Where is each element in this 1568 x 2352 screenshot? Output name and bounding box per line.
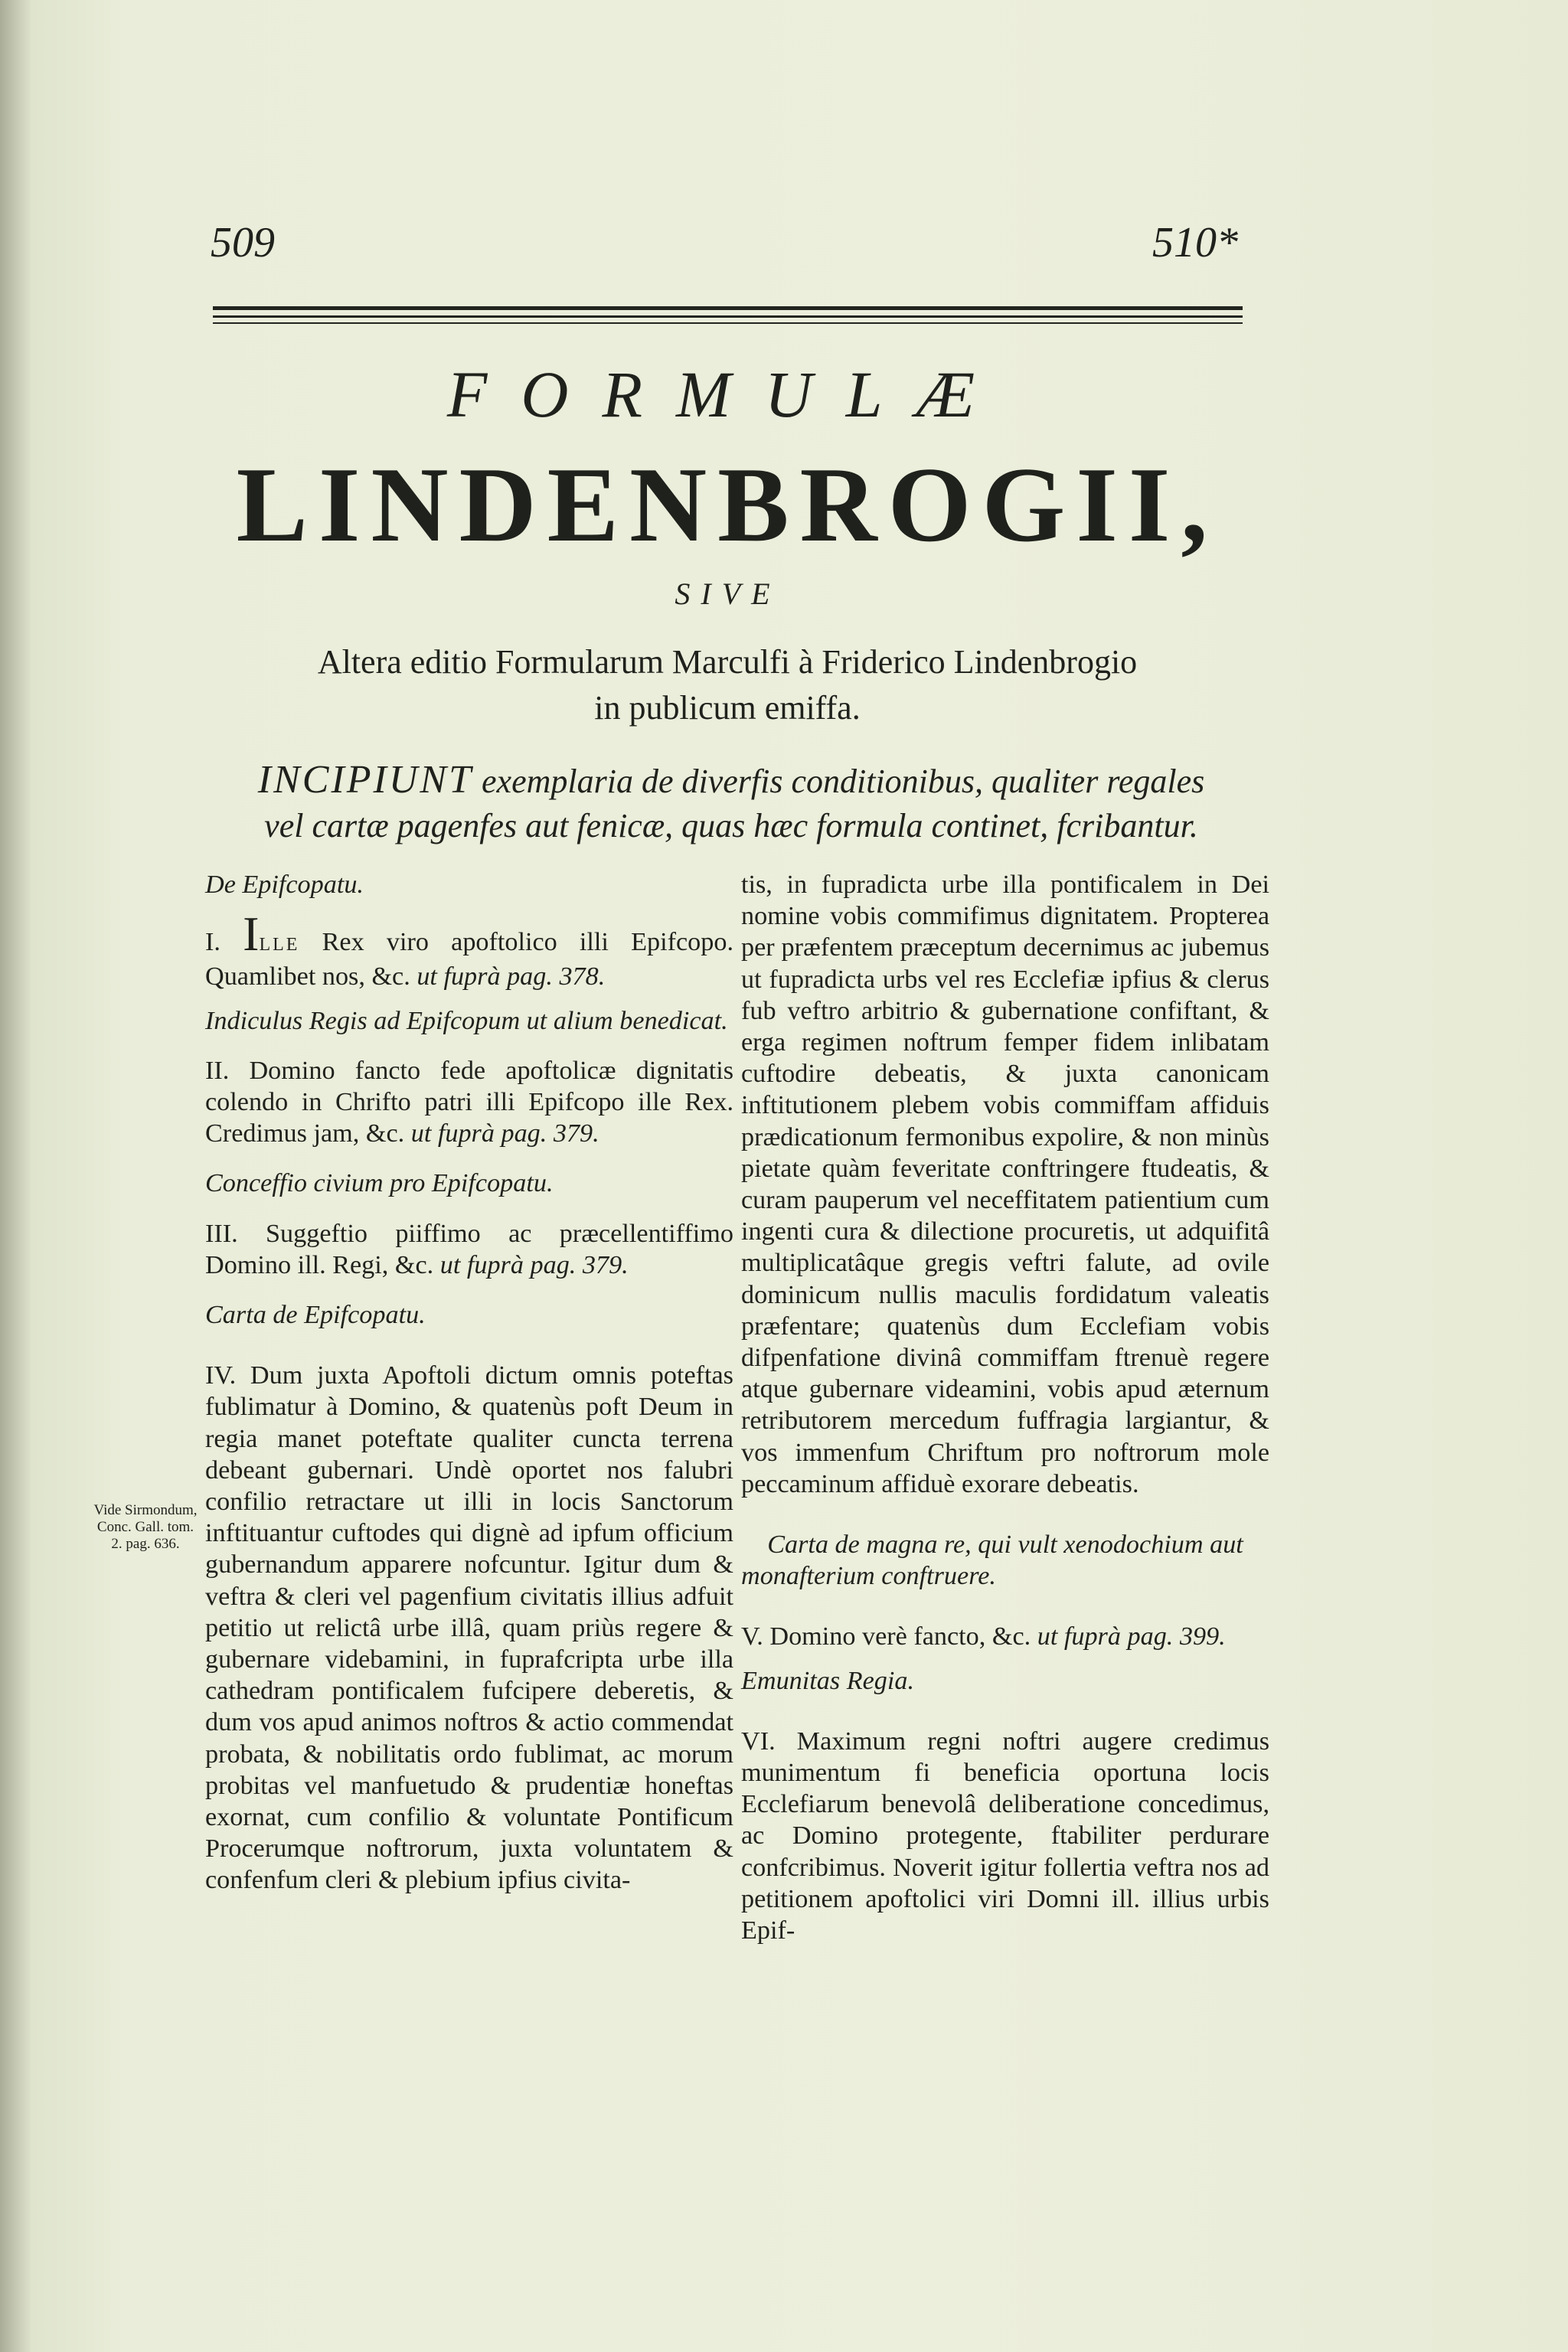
page-number-left: 509 bbox=[211, 219, 275, 266]
right-column bbox=[741, 869, 1269, 1946]
paragraph-5: V. Domino verè fancto, &c. ut fuprà pag. 399. bbox=[741, 1622, 1226, 1651]
incipit-heading bbox=[207, 758, 1256, 848]
header-rule-medium bbox=[213, 315, 1243, 318]
incipit-line1-rest: exemplaria de diverfis conditionibus, qualiter regales bbox=[473, 763, 1205, 800]
page-number-right: 510* bbox=[1152, 219, 1238, 266]
paragraph-2: II. Domino fancto fede apoftolicæ dignitatis colendo in Chrifto patri illi Epifcopo ille Rex. Credimus jam, &c. ut fuprà pag. 379. bbox=[205, 1056, 733, 1148]
drop-cap: I bbox=[243, 906, 260, 962]
title-sive: SIVE bbox=[675, 577, 781, 611]
heading-concessio: Conceffio civium pro Epifcopatu. bbox=[205, 1169, 554, 1198]
margin-note: Vide Sirmondum, Conc. Gall. tom. 2. pag. 636. bbox=[93, 1502, 198, 1552]
book-spine-shadow bbox=[0, 0, 31, 2352]
subtitle-line1: Altera editio Formularum Marculfi à Friderico Lindenbrogio bbox=[317, 643, 1138, 681]
paragraph-3: III. Suggeftio piiffimo ac præcellentiffimo Domino ill. Regi, &c. ut fuprà pag. 379. bbox=[205, 1219, 733, 1279]
header-rule-thin bbox=[213, 322, 1243, 324]
paragraph-1: I. ILLE Rex viro apoftolico illi Epifcopo. Quamlibet nos, &c. ut fuprà pag. 378. bbox=[205, 906, 733, 991]
paragraph-4-continued: tis, in fupradicta urbe illa pontificalem in Dei nomine vobis commifimus dignitatem. Propterea per præfentem præceptum decernimus ac jubemus ut fupradicta urbs vel res Ecclefiæ ipfius & clerus fub veftro arbitrio & gubernatione confiftant, & erga regimen noftrum femper fidem inlibatam cuftodire debeatis, & juxta canonicam inftitutionem plebem vobis commiffam affiduis prædicationum fermonibus expolire, & non minùs pietate quàm feveritate conftringere ftudeatis, & curam pauperum vel neceffitatem patientium cum ingenti cura & dilectione procuretis, ut adquifitâ multiplicatâque gregis veftri falute, ad ovile dominicum nullis maculis fordidatum valeatis præfentare; quatenùs dum Ecclefiam vobis difpenfatione divinâ commiffam ftrenuè regere atque gubernare videamini, vobis apud æternum retributorem mercedum fuffragia largiantur, & vos immenfum Chriftum pro noftrorum mole peccaminum affiduè exorare debeatis. bbox=[741, 871, 1269, 1498]
heading-carta-de-magna-re: Carta de magna re, qui vult xenodochium aut monafterium conftruere. bbox=[741, 1530, 1243, 1591]
subtitle bbox=[230, 639, 1225, 731]
left-column bbox=[205, 869, 733, 1896]
paragraph-4: IV. Dum juxta Apoftoli dictum omnis poteftas fublimatur à Domino, & quatenùs poft Deum in regia manet poteftate qualiter cuncta terrena debeant gubernari. Undè oportet nos falubri confilio retractare ut illi in locis Sanctorum inftituantur cuftodes qui dignè ad ipfum officium gubernandum apparere nofcuntur. Igitur dum & veftra & cleri vel pagenfium civitatis illius adfuit petitio ut relictâ urbe illâ, quam priùs regere & gubernare videbamini, in fuprafcripta urbe illa cathedram pontificalem fufcipere deberetis, & dum vos apud animos noftros & actio commendat probata, & nobilitatis ordo fublimat, ac morum probitas vel manfuetudo & prudentiæ honeftas exornat, cum confilio & voluntate Pontificum Procerumque noftrorum, juxta voluntatem & confenfum cleri & plebium ipfius civita- bbox=[205, 1361, 733, 1895]
title-lindenbrogii: LINDENBROGII, bbox=[236, 446, 1219, 564]
heading-de-episcopatu: De Epifcopatu. bbox=[205, 871, 364, 899]
heading-emunitas-regia: Emunitas Regia. bbox=[741, 1666, 914, 1695]
heading-indiculus: Indiculus Regis ad Epifcopum ut alium benedicat. bbox=[205, 1006, 728, 1035]
incipit-line1 bbox=[207, 758, 1256, 804]
title-formulae: FORMULÆ bbox=[446, 358, 1009, 431]
header-rule-thick bbox=[213, 306, 1243, 310]
incipit-lead: INCIPIUNT bbox=[257, 758, 474, 802]
subtitle-line2: in publicum emiffa. bbox=[594, 689, 861, 727]
paragraph-6: VI. Maximum regni noftri augere credimus munimentum fi beneficia oportuna locis Ecclefiarum benevolâ deliberatione concedimus, ac Domino protegente, ftabiliter perdurare confcribimus. Noverit igitur follertia veftra nos ad petitionem apoftolici viri Domni ill. illius urbis Epif- bbox=[741, 1726, 1269, 1945]
incipit-line2: vel cartæ pagenfes aut fenicæ, quas hæc formula continet, fcribantur. bbox=[264, 807, 1198, 844]
heading-carta-de-episcopatu: Carta de Epifcopatu. bbox=[205, 1301, 426, 1330]
